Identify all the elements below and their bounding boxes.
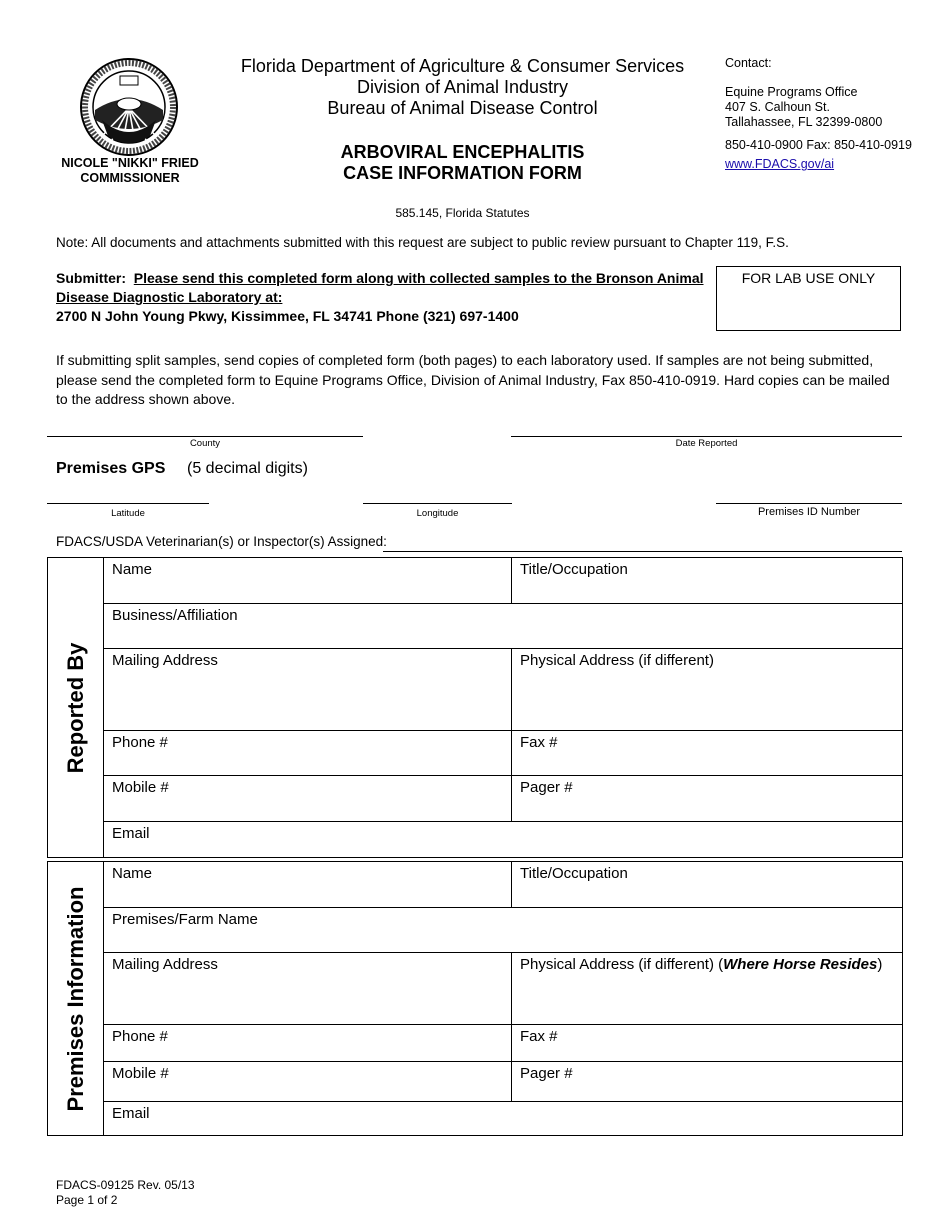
longitude-field[interactable]	[363, 503, 512, 504]
form-title-line1: ARBOVIRAL ENCEPHALITIS	[340, 142, 585, 162]
reporter-name-field[interactable]	[104, 558, 512, 604]
premises-sidebar	[48, 862, 104, 1136]
commissioner-title: COMMISSIONER	[80, 171, 180, 185]
field-label: Name	[112, 865, 153, 882]
field-label: Mailing Address	[112, 956, 218, 973]
premises-fax-field[interactable]	[512, 1025, 903, 1062]
premises-mobile-field[interactable]	[104, 1062, 512, 1102]
submitter-label: Submitter:	[56, 270, 126, 286]
premises-title: Premises Information	[62, 886, 88, 1111]
premises-phone-field[interactable]	[104, 1025, 512, 1062]
field-label: Phone #	[112, 1028, 168, 1045]
contact-city: Tallahassee, FL 32399-0800	[725, 115, 883, 129]
field-label: Fax #	[520, 734, 558, 751]
agency-name: Florida Department of Agriculture & Consumer Services	[240, 56, 685, 76]
form-number: FDACS-09125 Rev. 05/13	[56, 1178, 195, 1192]
latitude-caption: Latitude	[111, 508, 145, 519]
field-label: )	[877, 956, 883, 973]
contact-label: Contact:	[725, 56, 772, 70]
field-label-emphasis: Where Horse Resides	[723, 956, 878, 973]
reported-by-sidebar	[48, 558, 104, 858]
premises-owner-title-field[interactable]	[512, 862, 903, 908]
website-link[interactable]: www.FDACS.gov/ai	[725, 157, 835, 171]
vet-assigned-label: FDACS/USDA Veterinarian(s) or Inspector(s) Assigned:	[56, 534, 387, 549]
field-label: Physical Address (if different)	[520, 652, 714, 669]
field-label: Fax #	[520, 1028, 558, 1045]
premises-email-field[interactable]	[104, 1102, 903, 1136]
reporter-title-field[interactable]	[512, 558, 903, 604]
premises-id-caption: Premises ID Number	[757, 506, 861, 518]
reporter-physical-address-field[interactable]	[512, 649, 903, 731]
commissioner-name: NICOLE "NIKKI" FRIED	[61, 156, 199, 170]
premises-mailing-address-field[interactable]	[104, 953, 512, 1025]
field-label: Title/Occupation	[520, 865, 628, 882]
division-name: Division of Animal Industry	[356, 77, 569, 97]
contact-street: 407 S. Calhoun St.	[725, 100, 830, 114]
county-caption: County	[189, 438, 221, 449]
field-label: Title/Occupation	[520, 561, 628, 578]
lab-address: 2700 N John Young Pkwy, Kissimmee, FL 34741 Phone (321) 697-1400	[56, 308, 519, 324]
longitude-caption: Longitude	[416, 508, 459, 519]
form-footer	[56, 1178, 195, 1208]
field-label: Mailing Address	[112, 652, 218, 669]
agency-header	[210, 56, 715, 119]
lab-use-box: FOR LAB USE ONLY	[716, 266, 901, 331]
reporter-mailing-address-field[interactable]	[104, 649, 512, 731]
premises-physical-address-field[interactable]	[512, 953, 903, 1025]
contact-office: Equine Programs Office	[725, 85, 858, 99]
premises-owner-name-field[interactable]	[104, 862, 512, 908]
premises-farm-name-field[interactable]	[104, 908, 903, 953]
reported-by-title: Reported By	[62, 642, 88, 773]
premises-pager-field[interactable]	[512, 1062, 903, 1102]
reporter-phone-field[interactable]	[104, 731, 512, 776]
field-label: Pager #	[520, 779, 573, 796]
field-label: Mobile #	[112, 1065, 169, 1082]
reporter-pager-field[interactable]	[512, 776, 903, 822]
public-records-note: Note: All documents and attachments submitted with this request are subject to public review pursuant to Chapter 119, F.S.	[56, 235, 789, 250]
date-reported-field[interactable]	[511, 436, 902, 437]
split-sample-instructions: If submitting split samples, send copies of completed form (both pages) to each laboratory used. If samples are not being submitted, please send the completed form to Equine Programs Office, Division of Animal Industry, Fax 850-410-0919. Hard copies can be mailed to the address shown above.	[56, 352, 890, 407]
county-field[interactable]	[47, 436, 363, 437]
reporter-mobile-field[interactable]	[104, 776, 512, 822]
gps-precision-note: (5 decimal digits)	[187, 460, 308, 477]
field-label: Pager #	[520, 1065, 573, 1082]
reported-by-section	[47, 557, 903, 858]
department-seal-logo	[80, 58, 178, 156]
contact-block	[725, 56, 940, 172]
field-label: Phone #	[112, 734, 168, 751]
date-reported-caption: Date Reported	[675, 438, 738, 449]
premises-id-field[interactable]	[716, 503, 902, 504]
premises-information-section	[47, 861, 903, 1136]
field-label: Premises/Farm Name	[112, 911, 258, 928]
commissioner-block	[50, 156, 210, 186]
reporter-email-field[interactable]	[104, 822, 903, 858]
page-number: Page 1 of 2	[56, 1193, 118, 1207]
submitter-instruction: Please send this completed form along with collected samples to the Bronson Animal Disease Diagnostic Laboratory at:	[56, 270, 704, 305]
field-label: Name	[112, 561, 153, 578]
contact-phone-fax: 850-410-0900 Fax: 850-410-0919	[725, 138, 912, 152]
submitter-instructions	[56, 269, 716, 326]
latitude-field[interactable]	[47, 503, 209, 504]
statute-reference: 585.145, Florida Statutes	[395, 206, 530, 220]
field-label: Business/Affiliation	[112, 607, 238, 624]
field-label: Mobile #	[112, 779, 169, 796]
reporter-fax-field[interactable]	[512, 731, 903, 776]
reporter-business-field[interactable]	[104, 604, 903, 649]
field-label: Physical Address (if different) (	[520, 956, 724, 973]
vet-assigned-field[interactable]	[383, 551, 902, 552]
field-label: Email	[112, 1105, 150, 1122]
form-title-line2: CASE INFORMATION FORM	[343, 163, 582, 183]
premises-gps-label: Premises GPS	[56, 460, 166, 477]
form-title	[210, 142, 715, 184]
bureau-name: Bureau of Animal Disease Control	[327, 98, 598, 118]
field-label: Email	[112, 825, 150, 842]
